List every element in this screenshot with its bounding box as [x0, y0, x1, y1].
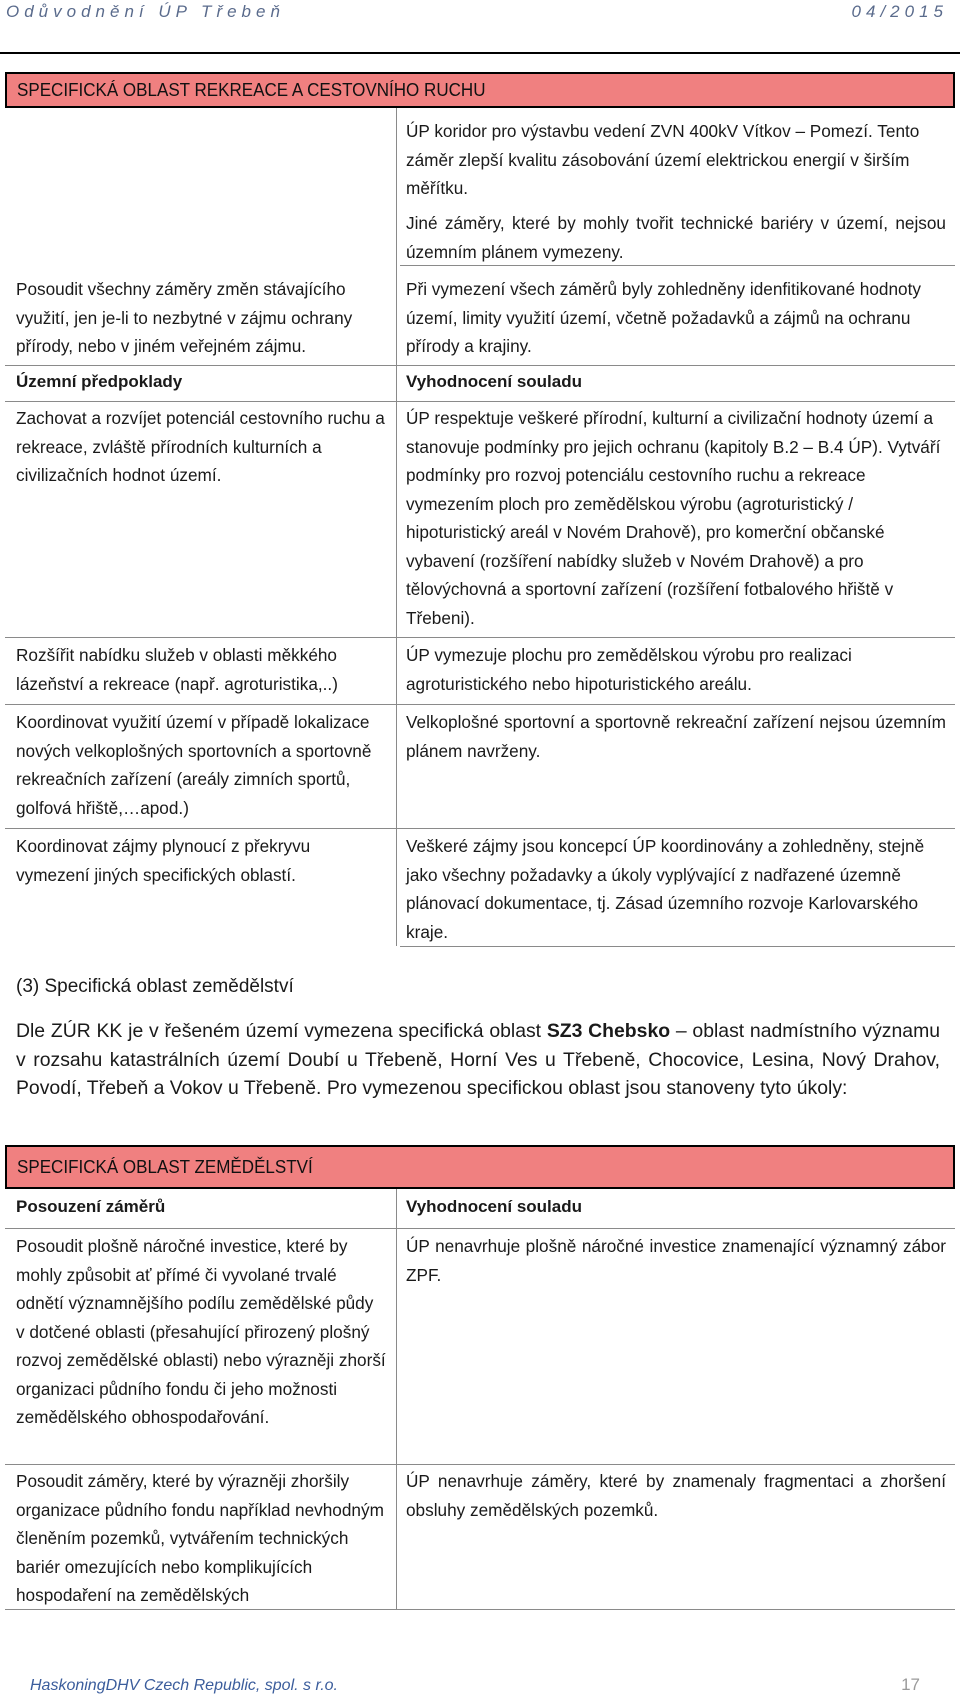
table2-row1-left: Posoudit plošně náročné investice, které by mohly způsobit ať přímé či vyvolané trvalé odnětí významnějšího podílu zemědělské půdy v dotčené oblasti (přesahující přirozený plošný rozvoj zemědělské oblasti) nebo výrazněji zhorší organizaci půdního fondu či jeho možnosti zemědělského obhospodařování.: [16, 1236, 386, 1427]
table2-row1-right: ÚP nenavrhuje plošně náročné investice znamenající významný zábor ZPF.: [406, 1236, 946, 1285]
section-paragraph-end: – oblast nadmístního významu v rozsahu katastrálních území Doubí u Třebeně, Horní Ves u Třebeně, Chocovice, Lesina, Nový Drahov, Povodí, Třebeň a Vokov u Třebeně. Pro vymezenou specifickou oblast jsou stanoveny tyto úkoly:: [16, 1020, 941, 1100]
table2-column-divider: [396, 1189, 397, 1609]
table1-row3-left: Rozšířit nabídku služeb v oblasti měkkého lázeňství a rekreace (např. agroturistika,..): [16, 645, 338, 694]
table1-divider: [5, 365, 955, 366]
footer-page-number: 17: [901, 1675, 920, 1694]
table1-row1-left: Posoudit všechny záměry změn stávajícího využití, jen je-li to nezbytné v zájmu ochrany přírody, nebo v jiném veřejném zájmu.: [16, 279, 353, 356]
table2-divider: [5, 1464, 955, 1465]
table1-column-divider: [396, 108, 397, 946]
table1-title: SPECIFICKÁ OBLAST REKREACE A CESTOVNÍHO RUCHU: [17, 79, 486, 100]
table2-divider: [5, 1228, 955, 1229]
table1-bottom-divider: [400, 946, 955, 947]
table1-divider: [5, 704, 955, 705]
table2-header-left: Posouzení záměrů: [16, 1197, 166, 1216]
table1-row4-right: Velkoplošné sportovní a sportovně rekreační zařízení nejsou územním plánem navrženy.: [406, 712, 946, 761]
table1-divider: [5, 401, 955, 402]
table2-title-band: [5, 1145, 955, 1189]
table1-header-left: Územní předpoklady: [16, 372, 183, 391]
footer-company: HaskoningDHV Czech Republic, spol. s r.o.: [30, 1677, 338, 1694]
table2-row2-left: Posoudit záměry, které by výrazněji zhoršily organizace půdního fondu například nevhodným členěním pozemků, vytvářením technických bariér omezujících nebo komplikujících hospodaření na zemědělských: [16, 1471, 384, 1605]
table2-bottom-divider: [5, 1609, 955, 1610]
table1-title-band: [5, 72, 955, 108]
table1-row5-left: Koordinovat zájmy plynoucí z překryvu vymezení jiných specifických oblastí.: [16, 836, 311, 885]
table1-divider: [400, 265, 955, 266]
table1-row1-right: Při vymezení všech záměrů byly zohledněny idenfitikované hodnoty území, limity využití území, včetně požadavků a zájmů na ochranu přírody a krajiny.: [406, 279, 921, 356]
table1-right-top-1: ÚP koridor pro výstavbu vedení ZVN 400kV Vítkov – Pomezí. Tento záměr zlepší kvalitu zásobování území elektrickou energií v širším měřítku.: [406, 121, 920, 198]
section-paragraph: [16, 1017, 940, 1103]
table1-header-right: Vyhodnocení souladu: [406, 372, 582, 391]
section-heading: (3) Specifická oblast zemědělství: [16, 976, 294, 997]
table2-header-right: Vyhodnocení souladu: [406, 1197, 582, 1216]
page-header: [0, 0, 960, 54]
table2-row2-right: ÚP nenavrhuje záměry, které by znamenaly fragmentaci a zhoršení obsluhy zemědělských pozemků.: [406, 1471, 946, 1520]
table2-title: SPECIFICKÁ OBLAST ZEMĚDĚLSTVÍ: [17, 1156, 313, 1177]
document-date: 04/2015: [851, 2, 948, 21]
table1-divider: [5, 828, 955, 829]
section-paragraph-bold: SZ3 Chebsko: [546, 1020, 671, 1042]
table1-row4-left: Koordinovat využití území v případě lokalizace nových velkoplošných sportovních a sportovně rekreačních zařízení (areály zimních sportů, golfová hřiště,…apod.): [16, 712, 372, 818]
section-paragraph-start: Dle ZÚR KK je v řešeném území vymezena specifická oblast: [16, 1020, 547, 1042]
table1-row3-right: ÚP vymezuje plochu pro zemědělskou výrobu pro realizaci agroturistického nebo hipoturistického areálu.: [406, 645, 852, 694]
table1-row2-right: ÚP respektuje veškeré přírodní, kulturní a civilizační hodnoty území a stanovuje podmínky pro jejich ochranu (kapitoly B.2 – B.4 ÚP). Vytváří podmínky pro rozvoj potenciálu cestovního ruchu a rekreace vymezením ploch pro zemědělskou výrobu (agroturistický / hipoturistický areál v Novém Drahově), pro komerční občanské vybavení (rozšíření nabídky služeb v Novém Drahově) a pro tělovýchovná a sportovní zařízení (rozšíření fotbalového hřiště v Třebeni).: [406, 408, 941, 628]
document-title: Odůvodnění ÚP Třebeň: [6, 2, 285, 21]
table1-row2-left: Zachovat a rozvíjet potenciál cestovního ruchu a rekreace, zvláště přírodních kulturních a civilizačních hodnot území.: [16, 408, 385, 485]
table1-right-top-2: Jiné záměry, které by mohly tvořit technické bariéry v území, nejsou územním plánem vymezeny.: [406, 213, 946, 262]
table1-row5-right: Veškeré zájmy jsou koncepcí ÚP koordinovány a zohledněny, stejně jako všechny požadavky a úkoly vyplývající z nadřazené územně plánovací dokumentace, tj. Zásad územního rozvoje Karlovarského kraje.: [406, 836, 925, 942]
table1-divider: [5, 637, 955, 638]
